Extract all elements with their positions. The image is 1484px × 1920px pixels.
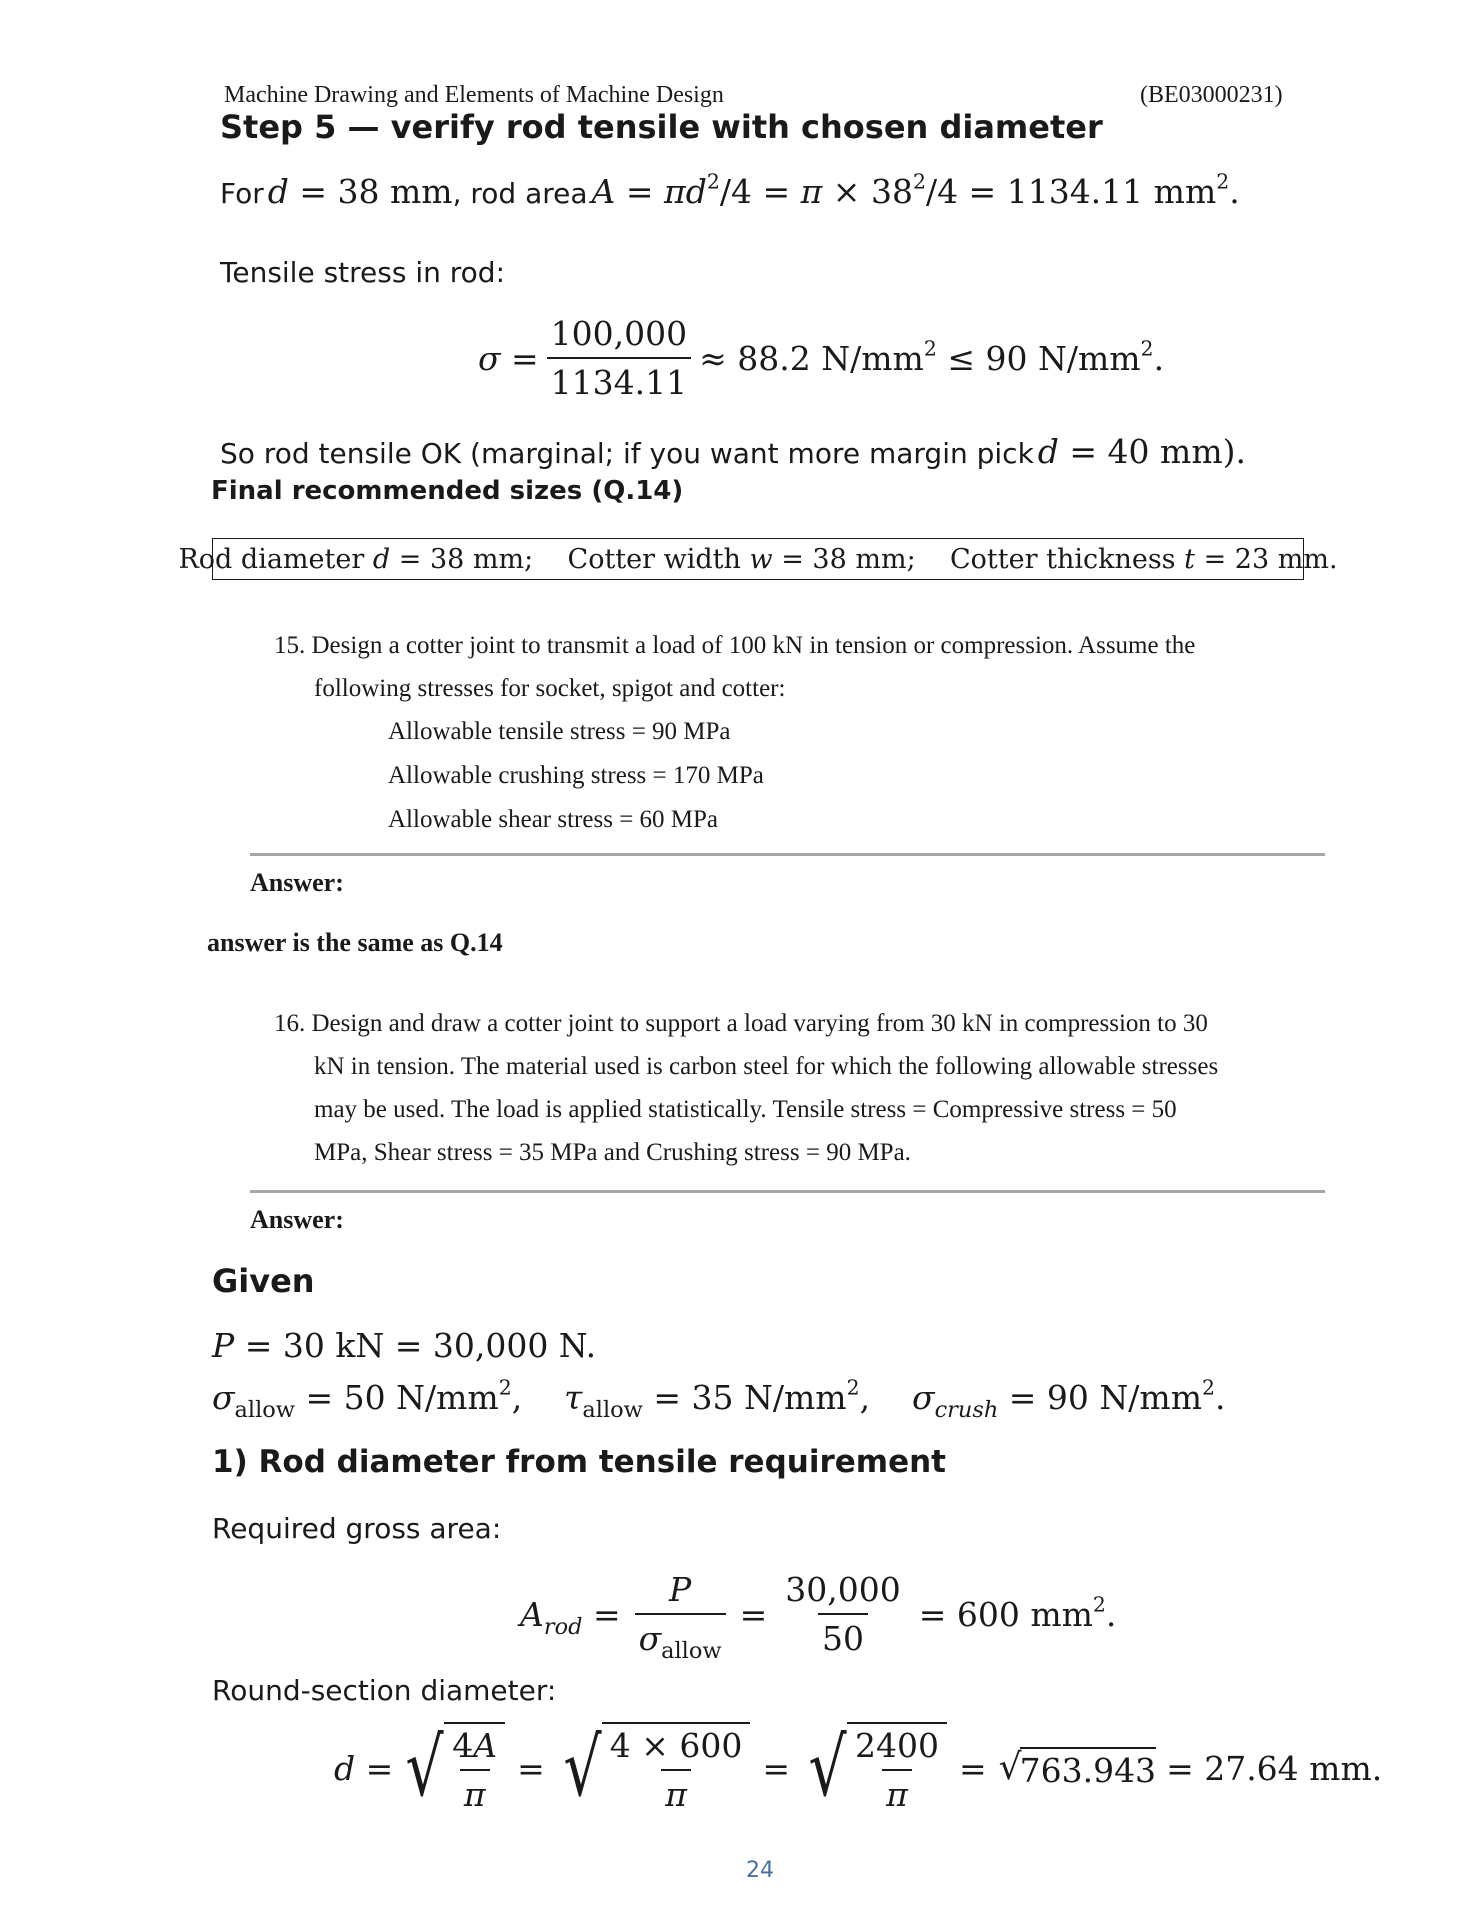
area-label: Required gross area: <box>212 1512 502 1545</box>
section1-heading: 1) Rod diameter from tensile requirement <box>212 1444 946 1480</box>
tensile-stress-label: Tensile stress in rod: <box>220 256 506 289</box>
rod-area-value: 1134.11 mm <box>1006 172 1217 211</box>
conclusion-end: = 40 mm). <box>1069 432 1246 471</box>
sigma-allow-value: = 50 N/mm <box>305 1378 499 1417</box>
q16-line-4: MPa, Shear stress = 35 MPa and Crushing stress = 90 MPa. <box>314 1139 911 1166</box>
d-result: = 27.64 mm. <box>1166 1748 1383 1788</box>
rod-diameter-label: Rod diameter <box>178 543 365 575</box>
given-load-value: = 30 kN = 30,000 N. <box>244 1326 597 1365</box>
d-frac3-numerator: 2400 <box>855 1726 939 1765</box>
sigma-result: ≈ 88.2 N/mm <box>699 338 924 378</box>
q16-line-2: kN in tension. The material used is carbon steel for which the following allowable stresses <box>314 1053 1219 1080</box>
rod-diameter-value: = 38 mm; <box>398 543 534 575</box>
sigma-equation: σ = $\frac{100,000}{1134.11}$ ≈ 88.2 $N/mm^2 \le 90$ $N/mm^2$. <box>478 314 1165 402</box>
q15-answer-text: answer is the same as Q.14 <box>207 928 503 957</box>
cotter-thickness-value: = 23 mm. <box>1203 543 1338 575</box>
rod-area-text: , rod area <box>452 177 588 210</box>
rod-area-line: For d = 38 mm, rod area $A = \pi d^2/4 = \pi \times 38^2/4 = 1134.11$ $mm^2$. <box>220 169 1240 211</box>
given-heading: Given <box>212 1262 315 1300</box>
q16-line-1: 16. Design and draw a cotter joint to support a load varying from 30 kN in compression to 30 <box>274 1010 1208 1037</box>
final-sizes-box: Rod diameter d = 38 mm; Cotter width w = 38 mm; Cotter thickness t = 23 mm. <box>212 538 1304 580</box>
q15-line-2: following stresses for socket, spigot and cotter: <box>314 675 786 702</box>
area-frac-denominator: 50 <box>818 1613 868 1658</box>
rod-tensile-conclusion: So rod tensile OK (marginal; if you want more margin pick d = 40 mm). <box>220 432 1246 471</box>
q16-answer-label: Answer: <box>250 1205 344 1234</box>
d-sqrt-value: 763.943 <box>1020 1747 1156 1790</box>
tau-allow-value: = 35 N/mm <box>653 1378 847 1417</box>
area-equation: $A_{rod}$ = $\frac{P}{\sigma_{allow}}$ = $\frac{30,000}{50}$ = 600 $mm^2$. <box>520 1570 1117 1664</box>
q16-line-3: may be used. The load is applied statistically. Tensile stress = Compressive stress = 50 <box>314 1096 1177 1123</box>
q15-answer-label: Answer: <box>250 868 344 897</box>
for-word: For <box>220 177 264 210</box>
sigma-denominator: 1134.11 <box>547 357 691 402</box>
cotter-width-label: Cotter width <box>567 543 741 575</box>
q15-divider <box>250 853 1325 856</box>
diameter-label: Round-section diameter: <box>212 1674 557 1707</box>
running-header-code: (BE03000231) <box>1140 82 1283 108</box>
q15-stress-shear: Allowable shear stress = 60 MPa <box>388 806 719 833</box>
sigma-crush-value: = 90 N/mm <box>1008 1378 1202 1417</box>
page-number: 24 <box>746 1858 774 1883</box>
final-sizes-heading: Final recommended sizes (Q.14) <box>211 476 684 506</box>
area-result: = 600 mm <box>918 1594 1093 1634</box>
running-header-title: Machine Drawing and Elements of Machine Design <box>224 82 724 108</box>
sigma-numerator: 100,000 <box>550 314 688 353</box>
conclusion-text: So rod tensile OK (marginal; if you want more margin pick <box>220 437 1034 470</box>
given-load: P = 30 kN = 30,000 N. <box>212 1326 597 1365</box>
step5-heading: Step 5 — verify rod tensile with chosen diameter <box>220 108 1103 146</box>
given-stresses: $\sigma_{allow} = 50$ $N/mm^2$, $\tau_{allow} = 35$ $N/mm^2$, $\sigma_{crush} = 90$ $N/mm^2$. <box>212 1375 1226 1423</box>
q15-line-1: 15. Design a cotter joint to transmit a load of 100 kN in tension or compression. Assume the <box>274 632 1196 659</box>
cotter-width-value: = 38 mm; <box>781 543 916 575</box>
cotter-thickness-label: Cotter thickness <box>950 543 1176 575</box>
q15-stress-crushing: Allowable crushing stress = 170 MPa <box>388 762 764 789</box>
sigma-limit: ≤ 90 N/mm <box>947 338 1141 378</box>
q15-stress-tensile: Allowable tensile stress = 90 MPa <box>388 718 731 745</box>
q16-divider <box>250 1190 1325 1193</box>
diameter-equation: d = √ $\frac{4A}{\pi}$ = √ $\frac{4 \times 600}{\pi}$ = √ $\frac{2400}{\pi}$ = √ 763.943 = 27.64 mm. <box>334 1721 1383 1814</box>
area-frac-numerator: 30,000 <box>785 1570 901 1609</box>
d-frac2-numerator: 4 × 600 <box>609 1726 743 1765</box>
